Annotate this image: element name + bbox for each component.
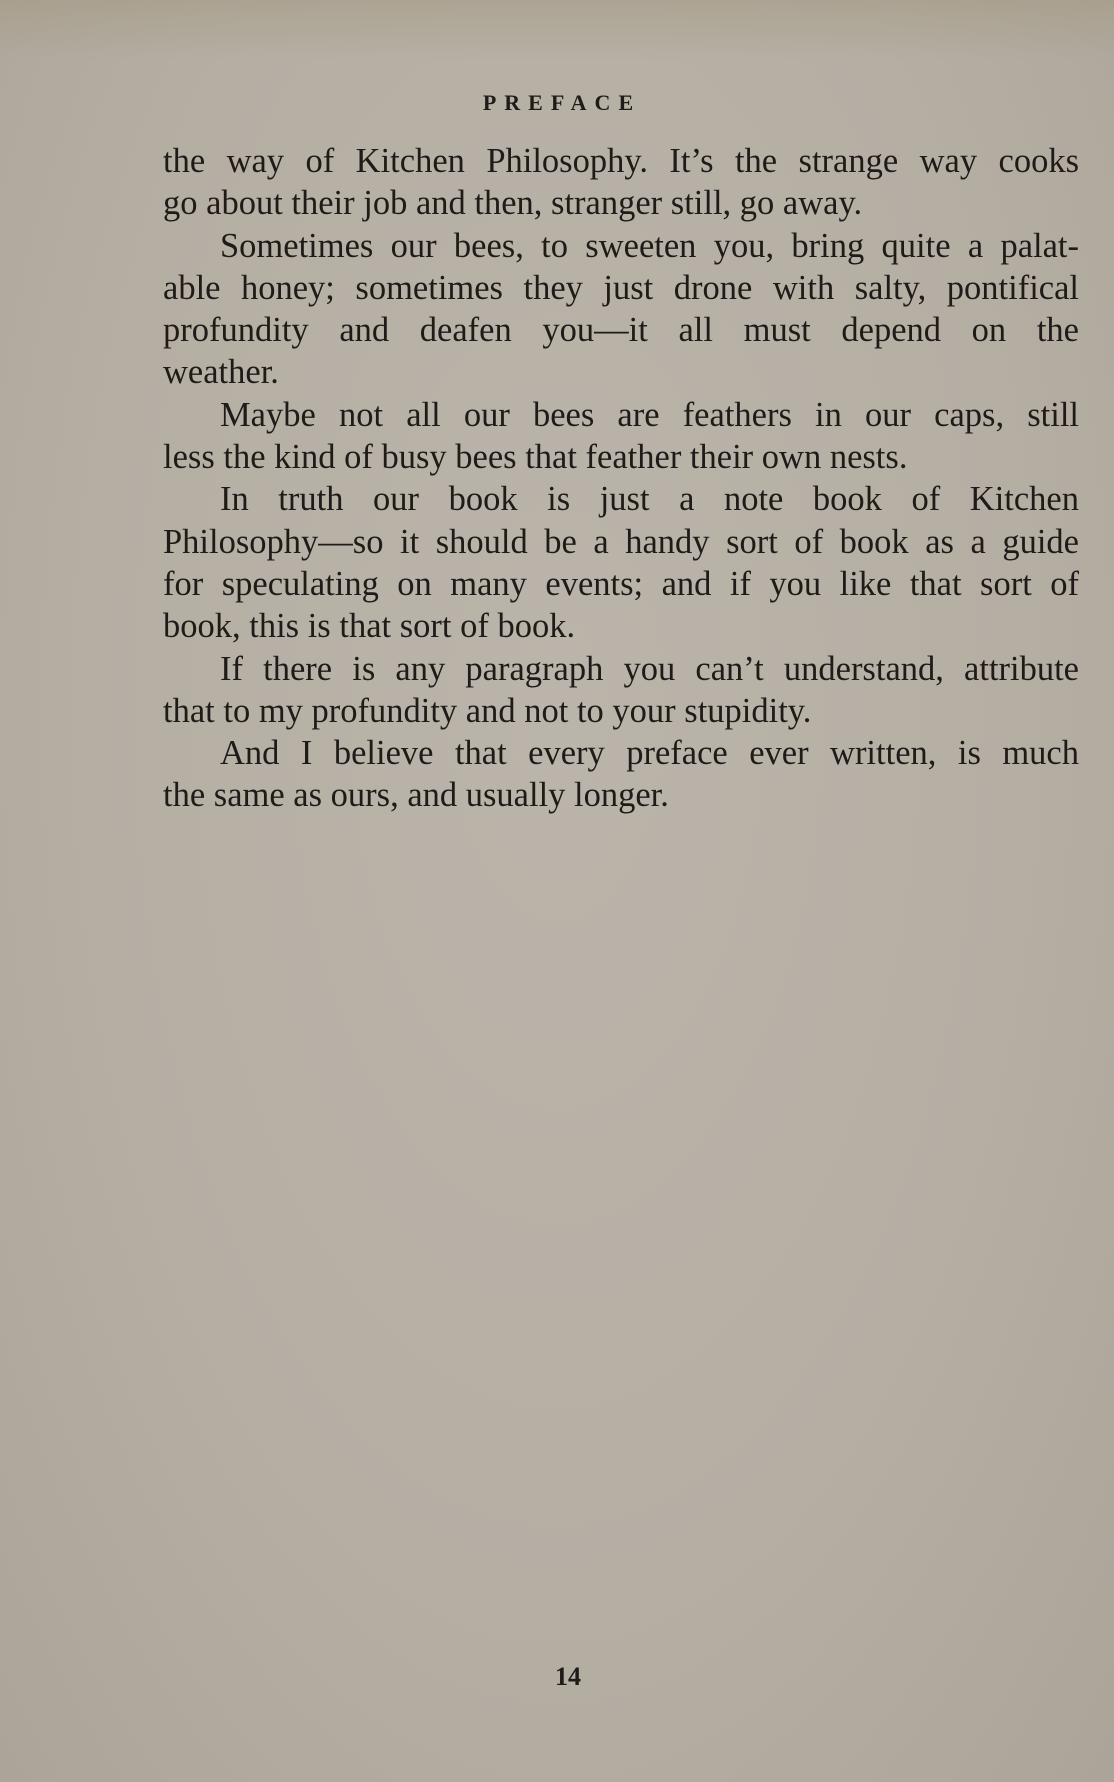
text-line: book, this is that sort of book. xyxy=(163,607,576,646)
text-line: weather. xyxy=(163,353,279,392)
text-line: And I believe that every preface ever written, is much xyxy=(220,734,1079,773)
paragraph xyxy=(163,140,1079,225)
text-line: profundity and deafen you—it all must depend on the xyxy=(163,311,1079,350)
text-line: go about their job and then, stranger still, go away. xyxy=(163,184,863,223)
running-head: PREFACE xyxy=(482,90,642,115)
text-line: for speculating on many events; and if you like that sort of xyxy=(163,564,1079,603)
text-line: If there is any paragraph you can’t understand, attribute xyxy=(220,649,1079,688)
text-line: Sometimes our bees, to sweeten you, bring quite a palat- xyxy=(220,226,1079,265)
paragraph xyxy=(163,225,1079,394)
text-line: less the kind of busy bees that feather their own nests. xyxy=(163,438,908,477)
body-text xyxy=(163,140,1079,817)
paragraph xyxy=(163,732,1079,817)
paragraph xyxy=(163,648,1079,733)
text-line: that to my profundity and not to your stupidity. xyxy=(163,691,812,730)
text-line: Philosophy—so it should be a handy sort of book as a guide xyxy=(163,522,1079,561)
text-line: able honey; sometimes they just drone with salty, pontifical xyxy=(163,268,1079,307)
paragraph xyxy=(163,478,1079,647)
text-line: the same as ours, and usually longer. xyxy=(163,776,669,815)
text-line: Maybe not all our bees are feathers in our caps, still xyxy=(220,395,1079,434)
text-line: the way of Kitchen Philosophy. It’s the strange way cooks xyxy=(163,142,1079,180)
paragraph xyxy=(163,394,1079,479)
page-number: 14 xyxy=(555,1662,581,1691)
page-edge-tint xyxy=(0,0,1114,60)
text-line: In truth our book is just a note book of Kitchen xyxy=(220,480,1079,519)
